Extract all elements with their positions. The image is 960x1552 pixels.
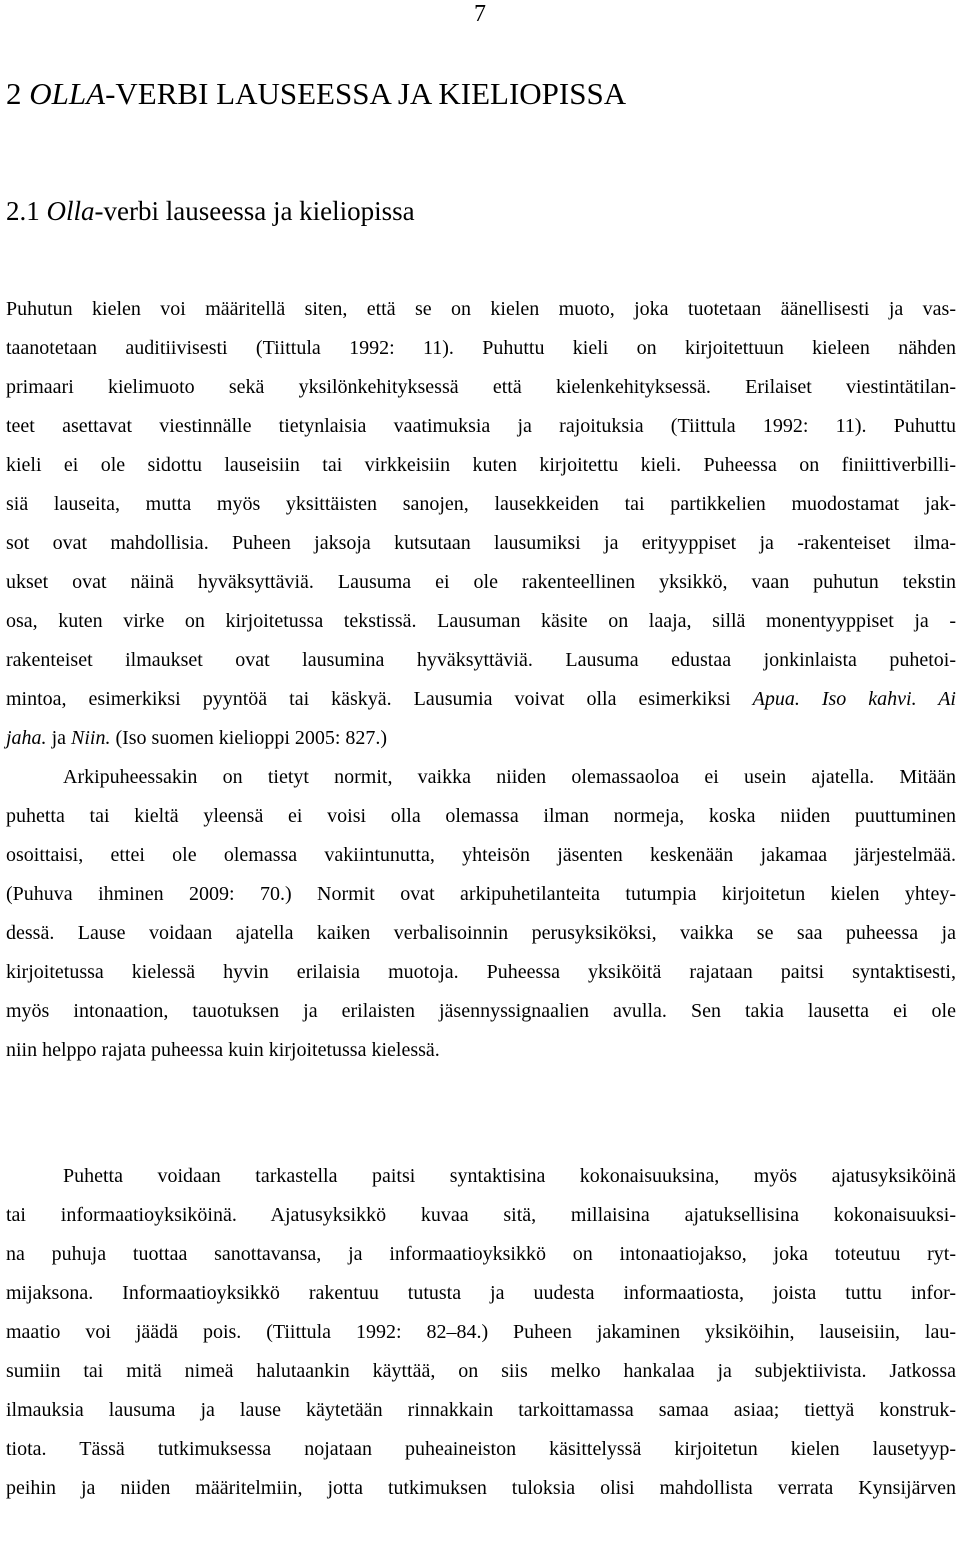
section-title	[6, 195, 415, 227]
paragraph-3	[6, 1157, 956, 1508]
section-number: 2.1	[6, 196, 47, 226]
citation: (Iso suomen kielioppi 2005: 827.)	[110, 727, 388, 749]
paragraph-line: ilmauksia lausuma ja lause käytetään rinnakkain tarkoittamassa samaa asiaa; tiettyä konstruk-	[6, 1399, 956, 1421]
paragraph-line: peihin ja niiden määritelmiin, jotta tutkimuksen tuloksia olisi mahdollista verrata Kynsijärven	[6, 1477, 956, 1499]
example-italic: jaha.	[6, 727, 47, 749]
paragraph-line: tai informaatioyksiköinä. Ajatusyksikkö kuvaa sitä, millaisina ajatuksellisina kokonaisuuksi-	[6, 1204, 956, 1226]
paragraph-line: dessä. Lause voidaan ajatella kaiken verbalisoinnin perusyksiköksi, vaikka se saa puheessa ja	[6, 922, 956, 944]
paragraph-line	[6, 719, 956, 758]
page-number: 7	[474, 1, 486, 27]
paragraph-line: primaari kielimuoto sekä yksilönkehityksessä että kielenkehityksessä. Erilaiset viestintätilan-	[6, 376, 956, 398]
example-italic: Niin.	[71, 727, 111, 749]
paragraph-line: ukset ovat näinä hyväksyttäviä. Lausuma ei ole rakenteellinen yksikkö, vaan puhutun tekstin	[6, 571, 956, 593]
paragraph-line: sot ovat mahdollisia. Puheen jaksoja kutsutaan lausumiksi ja erityyppiset ja -rakenteiset ilma-	[6, 532, 956, 554]
paragraph-line: niin helppo rajata puheessa kuin kirjoitetussa kielessä.	[6, 1039, 440, 1061]
paragraph-line: kirjoitetussa kielessä hyvin erilaisia muotoja. Puheessa yksiköitä rajataan paitsi syntaktisesti,	[6, 961, 956, 983]
paragraph-line: na puhuja tuottaa sanottavansa, ja informaatioyksikkö on intonaatiojakso, joka toteutuu ryt-	[6, 1243, 956, 1265]
paragraph-text: mintoa, esimerkiksi pyyntöä tai käskyä. Lausumia voivat olla esimerkiksi	[6, 688, 753, 710]
paragraph-line: osoittaisi, ettei ole olemassa vakiintunutta, yhteisön jäsenten keskenään jakamaa järjestelmää.	[6, 844, 956, 866]
paragraph-line	[6, 680, 956, 719]
chapter-title	[6, 76, 626, 112]
paragraph-line: (Puhuva ihminen 2009: 70.) Normit ovat arkipuhetilanteita tutumpia kirjoitetun kielen yhtey-	[6, 883, 956, 905]
paragraph-line: teet asettavat viestinnälle tietynlaisia vaatimuksia ja rajoituksia (Tiittula 1992: 11). Puhuttu	[6, 415, 956, 437]
paragraph-line: taanotetaan auditiivisesti (Tiittula 1992: 11). Puhuttu kieli on kirjoitettuun kieleen nähden	[6, 337, 956, 359]
chapter-title-italic: OLLA	[29, 76, 106, 111]
paragraph-line: tiota. Tässä tutkimuksessa nojataan puheaineiston käsittelyssä kirjoitetun kielen lausetyyp-	[6, 1438, 956, 1460]
paragraph-line: osa, kuten virke on kirjoitetussa tekstissä. Lausuman käsite on laaja, sillä monentyyppiset ja -	[6, 610, 956, 632]
chapter-number: 2	[6, 76, 30, 111]
paragraph-line: rakenteiset ilmaukset ovat lausumina hyväksyttäviä. Lausuma edustaa jonkinlaista puhetoi-	[6, 649, 956, 671]
paragraph-line: kieli ei ole sidottu lauseisiin tai virkkeisiin kuten kirjoitettu kieli. Puheessa on finiittiverbilli-	[6, 454, 956, 476]
paragraph-line: mijaksona. Informaatioyksikkö rakentuu tutusta ja uudesta informaatiosta, joista tuttu infor-	[6, 1282, 956, 1304]
section-title-italic: Olla	[46, 196, 95, 226]
paragraph-line: siä lauseita, mutta myös yksittäisten sanojen, lausekkeiden tai partikkelien muodostamat jak-	[6, 493, 956, 515]
paragraph-line: Arkipuheessakin on tietyt normit, vaikka niiden olemassaoloa ei usein ajatella. Mitään	[63, 766, 956, 788]
paragraph-line: Puhetta voidaan tarkastella paitsi syntaktisina kokonaisuuksina, myös ajatusyksiköinä	[63, 1165, 956, 1187]
paragraph-line: puhetta tai kieltä yleensä ei voisi olla olemassa ilman normeja, koska niiden puuttuminen	[6, 805, 956, 827]
paragraph-1	[6, 290, 956, 758]
paragraph-line: Puhutun kielen voi määritellä siten, että se on kielen muoto, joka tuotetaan äänellisesti ja vas-	[6, 298, 956, 320]
section-title-rest: -verbi lauseessa ja kieliopissa	[94, 196, 415, 226]
paragraph-text: ja	[46, 727, 71, 749]
paragraph-line: maatio voi jäädä pois. (Tiittula 1992: 82–84.) Puheen jakaminen yksiköihin, lauseisiin, lau-	[6, 1321, 956, 1343]
paragraph-line: myös intonaation, tauotuksen ja erilaisten jäsennyssignaalien avulla. Sen takia lausetta ei ole	[6, 1000, 956, 1022]
paragraph-line: sumiin tai mitä nimeä halutaankin käyttää, on siis melko hankalaa ja subjektiivista. Jatkossa	[6, 1360, 956, 1382]
example-italic: Apua. Iso kahvi. Ai	[752, 688, 956, 710]
chapter-title-rest: -VERBI LAUSEESSA JA KIELIOPISSA	[105, 76, 627, 111]
paragraph-2	[6, 758, 956, 1070]
